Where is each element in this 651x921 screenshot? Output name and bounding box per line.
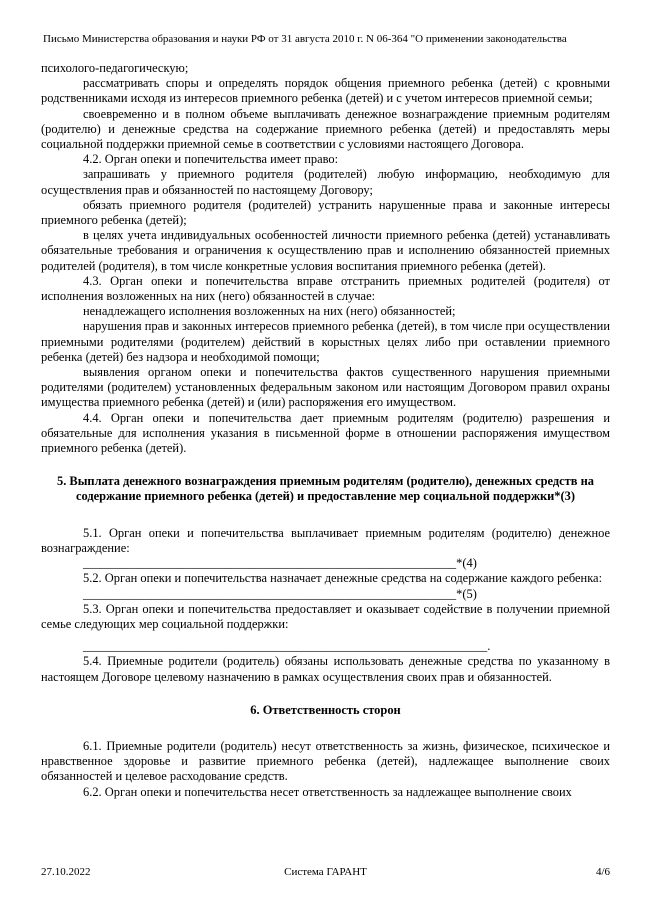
footer-date: 27.10.2022	[41, 866, 91, 878]
blank-fill-line-5: ____________________________________________________________*(5)	[83, 586, 477, 601]
paragraph: 5.3. Орган опеки и попечительства предоставляет и оказывает содействие в получении приемной семье следующих мер социальной поддержки:	[41, 601, 610, 631]
footer-system-name: Система ГАРАНТ	[284, 866, 367, 878]
paragraph: ненадлежащего исполнения возложенных на них (него) обязанностей;	[83, 304, 456, 319]
paragraph: 4.4. Орган опеки и попечительства дает приемным родителям (родителю) разрешения и обязательные для исполнения указания в письменной форме в отношении распоряжения имуществом приемного ребенка (детей).	[41, 410, 610, 456]
document-body	[41, 61, 610, 800]
paragraph: своевременно и в полном объеме выплачивать денежное вознаграждение приемным родителям (родителю) и денежные средства на содержание приемного ребенка (детей) и предоставлять меры социальной поддержки приемной семье в соответствии с условиями настоящего Договора.	[41, 106, 610, 152]
paragraph: 6.1. Приемные родители (родитель) несут ответственность за жизнь, физическое, психическое и нравственное здоровье и развитие приемного ребенка (детей), надлежащее выполнение своих обязанностей и целевое расходование средств.	[41, 738, 610, 784]
blank-fill-line-4: ____________________________________________________________*(4)	[83, 556, 477, 571]
paragraph: в целях учета индивидуальных особенностей личности приемного ребенка (детей) устанавливать обязательные требования и ограничения к осуществлению прав и исполнению обязанностей приемных родителей (родителя), в том числе конкретные условия воспитания приемного ребенка (детей).	[41, 228, 610, 273]
paragraph: 5.1. Орган опеки и попечительства выплачивает приемным родителям (родителю) денежное вознаграждение:	[41, 525, 610, 555]
section-heading-5: 5. Выплата денежного вознаграждения приемным родителям (родителю), денежных средств на содержание приемного ребенка (детей) и предоставление мер социальной поддержки*(3)	[56, 474, 594, 504]
paragraph: обязать приемного родителя (родителей) устранить нарушенные права и законные интересы приемного ребенка (детей);	[41, 197, 610, 228]
blank-fill-line: _________________________________________________________________.	[83, 639, 491, 654]
document-header-title: Письмо Министерства образования и науки РФ от 31 августа 2010 г. N 06-364 "О применении законодательства	[43, 33, 567, 45]
footer-page-number: 4/6	[595, 866, 611, 878]
paragraph: 6.2. Орган опеки и попечительства несет ответственность за надлежащее выполнение своих	[83, 784, 572, 799]
paragraph: 5.2. Орган опеки и попечительства назначает денежные средства на содержание каждого ребенка:	[83, 571, 603, 586]
paragraph: психолого-педагогическую;	[41, 61, 189, 75]
paragraph: запрашивать у приемного родителя (родителей) любую информацию, необходимую для осуществления прав и обязанностей по настоящему Договору;	[41, 167, 610, 197]
paragraph: рассматривать споры и определять порядок общения приемного ребенка (детей) с кровными родственниками исходя из интересов приемного ребенка (детей) и с учетом интересов приемной семьи;	[41, 76, 610, 106]
paragraph: 4.2. Орган опеки и попечительства имеет право:	[83, 152, 339, 167]
document-footer	[41, 866, 610, 879]
section-heading-6: 6. Ответственность сторон	[250, 702, 401, 717]
paragraph: 5.4. Приемные родители (родитель) обязаны использовать денежные средства по указанному в настоящем Договоре целевому назначению в рамках осуществления своих прав и обязанностей.	[41, 654, 610, 684]
paragraph: нарушения прав и законных интересов приемного ребенка (детей), в том числе при осуществлении приемными родителями (родителем) действий в корыстных целях либо при оставлении приемного ребенка (детей) без надзора и необходимой помощи;	[41, 319, 610, 364]
paragraph: 4.3. Орган опеки и попечительства вправе отстранить приемных родителей (родителя) от исполнения возложенных на них (него) обязанностей в случае:	[41, 273, 610, 304]
paragraph: выявления органом опеки и попечительства фактов существенного нарушения приемными родителями (родителем) установленных федеральным законом или настоящим Договором правил охраны имущества приемного ребенка (детей) и (или) распоряжения его имуществом.	[41, 365, 610, 410]
